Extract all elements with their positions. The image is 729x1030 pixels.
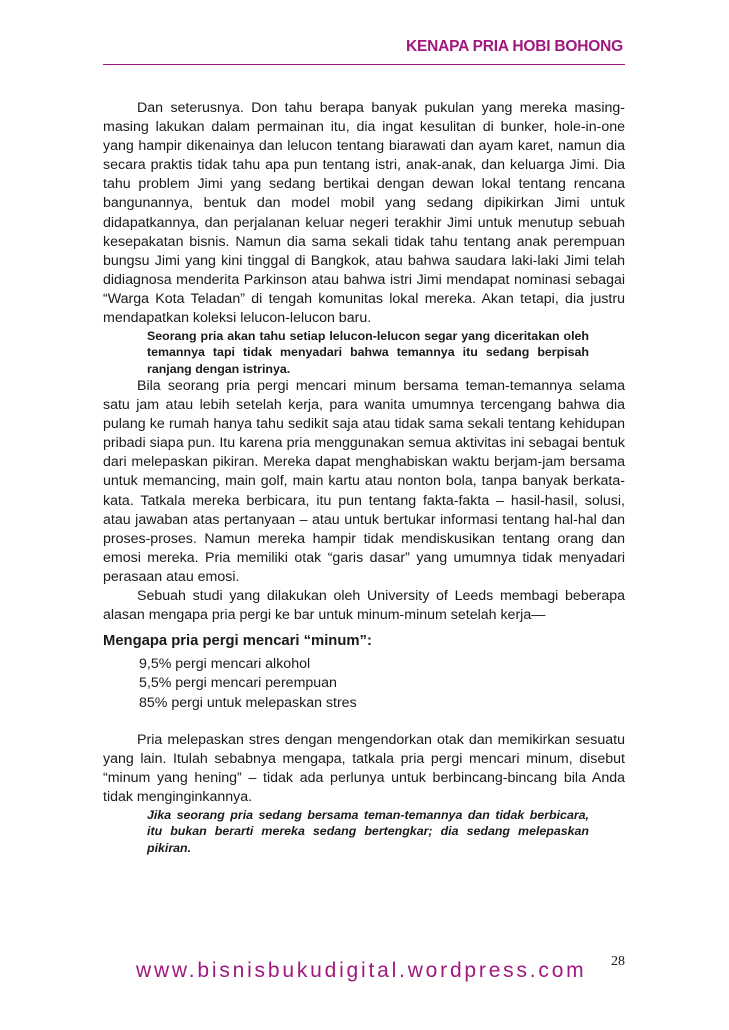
callout-quote: Jika seorang pria sedang bersama teman-temannya dan tidak berbicara, itu bukan berarti mereka sedang bertengkar; dia sedang melepaskan pikiran. bbox=[147, 807, 589, 855]
section-heading: Mengapa pria pergi mencari “minum”: bbox=[103, 633, 372, 650]
list-item: 5,5% pergi mencari perempuan bbox=[139, 675, 337, 692]
body-paragraph: Bila seorang pria pergi mencari minum bersama teman-temannya selama satu jam atau lebih setelah kerja, para wanita umumnya tercengang bahwa dia pulang ke rumah hanya tahu sedikit saja atau tidak sama sekali tentang kehidupan pribadi siapa pun. Itu karena pria menggunakan semua aktivitas ini sebagai bentuk dari melepaskan pikiran. Mereka dapat menghabiskan waktu berjam-jam bersama untuk memancing, main golf, main kartu atau nonton bola, tanpa banyak berkata-kata. Tatkala mereka berbicara, itu pun tentang fakta-fakta – hasil-hasil, solusi, atau jawaban atas pertanyaan – atau untuk bertukar informasi tentang hal-hal dan proses-proses. Namun mereka hampir tidak mendiskusikan tentang orang dan emosi mereka. Pria memiliki otak “garis dasar” yang umumnya tidak menyadari perasaan atau emosi. bbox=[103, 378, 625, 585]
page-body bbox=[103, 99, 625, 856]
header-rule bbox=[103, 64, 625, 65]
page-number: 28 bbox=[611, 954, 625, 969]
body-paragraph: Sebuah studi yang dilakukan oleh University of Leeds membagi beberapa alasan mengapa pria pergi ke bar untuk minum-minum setelah kerja— bbox=[103, 588, 625, 624]
list-item: 9,5% pergi mencari alkohol bbox=[139, 656, 311, 673]
footer-website-link[interactable]: www.bisnisbukudigital.wordpress.com bbox=[136, 959, 587, 982]
body-paragraph: Pria melepaskan stres dengan mengendorkan otak dan memikirkan sesuatu yang lain. Itulah sebabnya mengapa, tatkala pria pergi mencari minum, disebut “minum yang hening” – tidak ada perlunya untuk berbincang-bincang bila Anda tidak menginginkannya. bbox=[103, 731, 625, 805]
body-paragraph: Dan seterusnya. Don tahu berapa banyak pukulan yang mereka masing-masing lakukan dalam permainan itu, dia ingat kesulitan di bunker, hole-in-one yang hampir dikenainya dan lelucon tentang biarawati dan ayam karet, namun dia secara praktis tidak tahu apa pun tentang istri, anak-anak, dan keluarga Jimi. Dia tahu problem Jimi yang sedang bertikai dengan dewan lokal tentang rencana bangunannya, bentuk dan model mobil yang sedang dipikirkan Jimi untuk didapatkannya, dan perjalanan keluar negeri terakhir Jimi untuk menutup sebuah kesepakatan bisnis. Namun dia sama sekali tidak tahu tentang anak perempuan bungsu Jimi yang kini tinggal di Bangkok, atau bahwa saudara laki-laki Jimi telah didiagnosa menderita Parkinson atau bahwa istri Jimi mendapat nominasi sebagai “Warga Kota Teladan” di tengah komunitas lokal mereka. Akan tetapi, dia justru mendapatkan koleksi lelucon-lelucon baru. bbox=[103, 100, 625, 327]
callout-quote: Seorang pria akan tahu setiap lelucon-lelucon segar yang diceritakan oleh temannya tapi tidak menyadari bahwa temannya itu sedang berpisah ranjang dengan istrinya. bbox=[147, 329, 589, 376]
list-item: 85% pergi untuk melepaskan stres bbox=[139, 694, 357, 711]
statistics-list bbox=[139, 655, 625, 712]
running-header-title: KENAPA PRIA HOBI BOHONG bbox=[405, 38, 623, 55]
